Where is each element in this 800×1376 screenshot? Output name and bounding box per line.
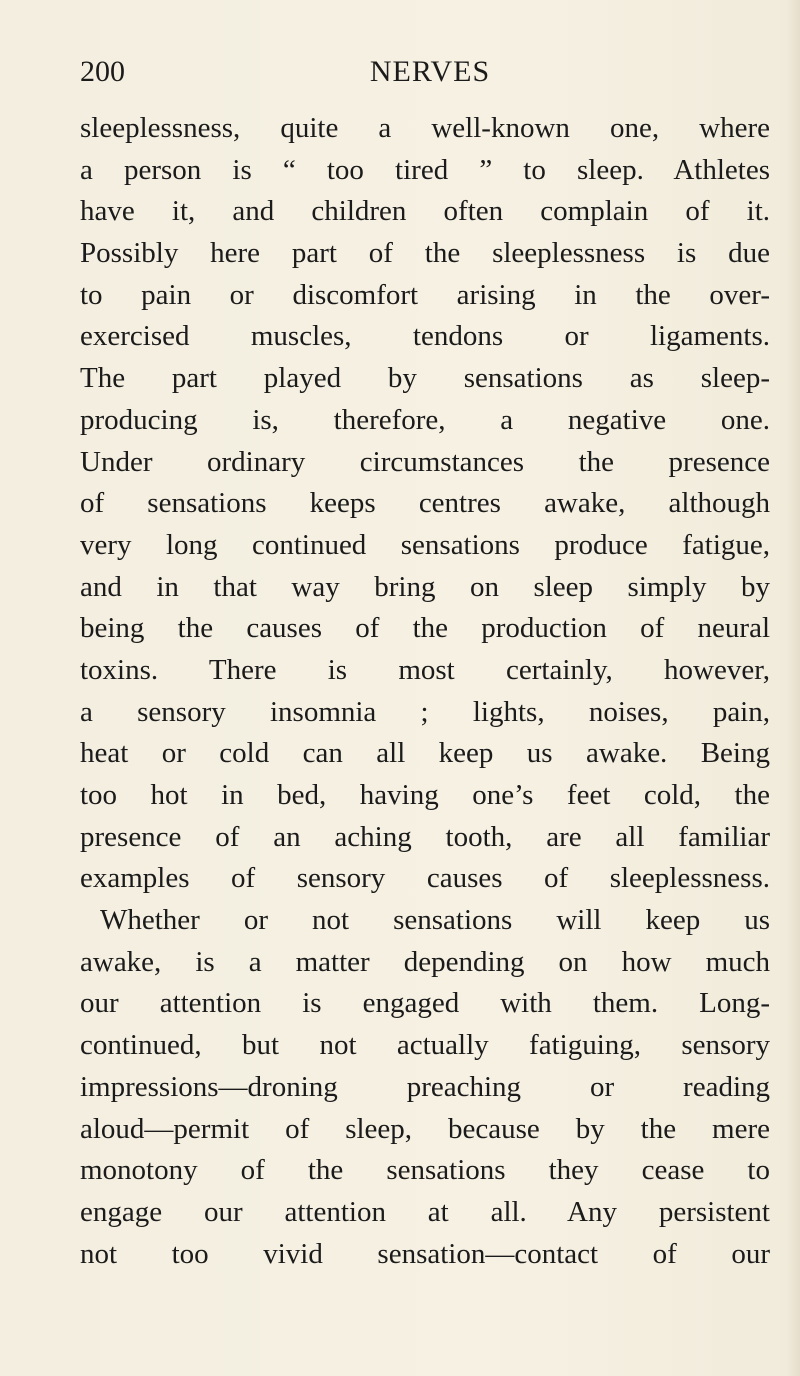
- text-line: and in that way bring on sleep simply by: [80, 570, 770, 603]
- text-line: exercised muscles, tendons or ligaments.: [80, 320, 770, 353]
- text-line: being the causes of the production of neural: [80, 612, 770, 645]
- text-line: not too vivid sensation—contact of our: [80, 1237, 770, 1270]
- text-line: a person is “ too tired ” to sleep. Athletes: [80, 153, 770, 186]
- body-text: [80, 108, 770, 1275]
- text-line: presence of an aching tooth, are all familiar: [80, 820, 770, 853]
- text-line: monotony of the sensations they cease to: [80, 1154, 770, 1187]
- page-edge-shadow: [786, 0, 800, 1376]
- text-line: sleeplessness, quite a well-known one, where: [80, 112, 770, 144]
- text-line: Under ordinary circumstances the presence: [80, 445, 770, 478]
- text-line: producing is, therefore, a negative one.: [80, 403, 770, 436]
- page-number: 200: [80, 55, 125, 88]
- text-line: very long continued sensations produce fatigue,: [80, 528, 770, 561]
- text-line: toxins. There is most certainly, however,: [80, 653, 770, 686]
- text-line: too hot in bed, having one’s feet cold, the: [80, 779, 770, 811]
- running-head: NERVES: [369, 55, 491, 88]
- text-line: impressions—droning preaching or reading: [80, 1070, 770, 1103]
- text-line: Whether or not sensations will keep us: [100, 904, 770, 937]
- text-line: Possibly here part of the sleeplessness is due: [80, 237, 770, 270]
- text-line: of sensations keeps centres awake, although: [80, 487, 770, 520]
- text-line: to pain or discomfort arising in the over-: [80, 278, 770, 311]
- text-line: have it, and children often complain of it.: [80, 195, 770, 228]
- text-line: continued, but not actually fatiguing, sensory: [80, 1029, 770, 1062]
- text-line: examples of sensory causes of sleeplessness.: [80, 862, 770, 895]
- text-line: awake, is a matter depending on how much: [80, 945, 770, 978]
- text-line: a sensory insomnia ; lights, noises, pain,: [80, 695, 770, 728]
- text-line: The part played by sensations as sleep-: [80, 362, 770, 395]
- text-line: our attention is engaged with them. Long-: [80, 987, 770, 1020]
- text-line: heat or cold can all keep us awake. Being: [80, 737, 770, 770]
- text-line: engage our attention at all. Any persistent: [80, 1195, 770, 1228]
- text-line: aloud—permit of sleep, because by the mere: [80, 1112, 770, 1145]
- page-header: [80, 52, 780, 96]
